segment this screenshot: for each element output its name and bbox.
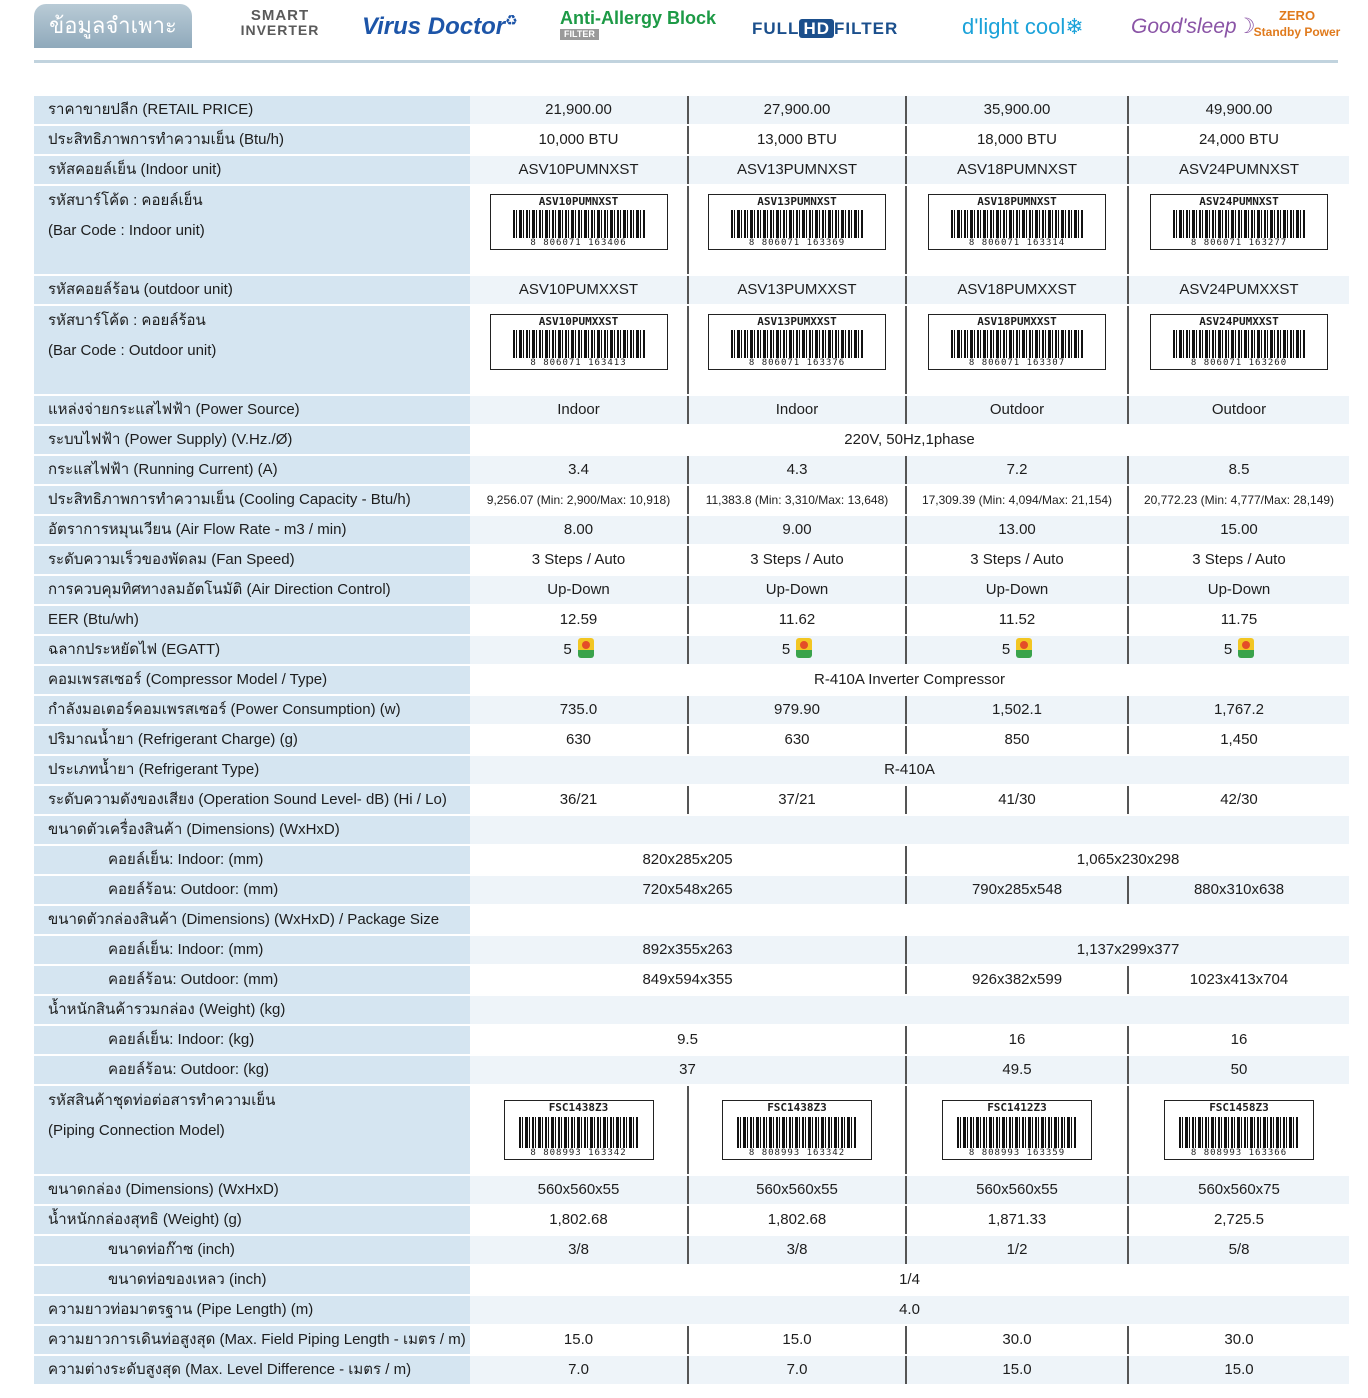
- cell: 18,000 BTU: [907, 126, 1129, 154]
- cell: 9.5: [470, 1026, 907, 1054]
- barcode: FSC1458Z3 8 808993 163366: [1164, 1100, 1314, 1160]
- row-label: คอยล์เย็น: Indoor: (mm): [34, 936, 470, 964]
- cell: 5: [470, 636, 689, 664]
- cell: 560x560x55: [907, 1176, 1129, 1204]
- cell: 2,725.5: [1213, 1211, 1265, 1228]
- cell: ASV13PUMXXST: [689, 276, 907, 304]
- cell: 720x548x265: [470, 876, 907, 904]
- cell: 8.5: [1228, 461, 1250, 478]
- energy-label-icon: [796, 638, 812, 658]
- row-label: แหล่งจ่ายกระแสไฟฟ้า (Power Source): [34, 396, 470, 424]
- cell: 49.5: [907, 1056, 1129, 1084]
- table-row: [34, 696, 1349, 726]
- cell: 1/2: [907, 1236, 1129, 1264]
- cell: 630: [470, 726, 689, 754]
- table-row: [34, 396, 1349, 426]
- cell: 892x355x263: [470, 936, 907, 964]
- cell: 41/30: [907, 786, 1129, 814]
- table-row: [34, 816, 1349, 846]
- table-row: [34, 276, 1349, 306]
- table-row: [34, 906, 1349, 936]
- energy-label-icon: [578, 638, 594, 658]
- table-row: [34, 516, 1349, 546]
- cell: 926x382x599: [907, 966, 1129, 994]
- hd-badge: HD: [799, 19, 834, 38]
- barcode: ASV10PUMNXST 8 806071 163406: [490, 194, 668, 250]
- row-label: รหัสสินค้าชุดท่อต่อสารทำความเย็น (Piping Connection Model): [34, 1086, 470, 1174]
- page-title: ข้อมูลจำเพาะ: [34, 4, 192, 48]
- table-row: [34, 1026, 1349, 1056]
- cell: 1,802.68: [689, 1206, 907, 1234]
- barcode-bars: [957, 1117, 1077, 1149]
- virus-doctor-icon: ♻: [505, 12, 518, 28]
- cell: 42/30: [1220, 791, 1258, 808]
- cell: 37: [470, 1056, 907, 1084]
- cell: [907, 306, 1129, 394]
- table-row: [34, 1356, 1349, 1386]
- row-label: น้ำหนักกล่องสุทธิ (Weight) (g): [34, 1206, 470, 1234]
- cell: 3 Steps / Auto: [689, 546, 907, 574]
- barcode-bars: [519, 1117, 639, 1149]
- cell: [470, 306, 689, 394]
- table-row: [34, 966, 1349, 996]
- cell: 850: [907, 726, 1129, 754]
- table-row: [34, 936, 1349, 966]
- cell: 3/8: [689, 1236, 907, 1264]
- table-row: [34, 606, 1349, 636]
- cell: 1,502.1: [907, 696, 1129, 724]
- dlight-cool-logo: d'light cool❄: [962, 14, 1084, 39]
- barcode-bars: [731, 330, 863, 358]
- cell: 30.0: [907, 1326, 1129, 1354]
- row-label: ระดับความดังของเสียง (Operation Sound Level- dB) (Hi / Lo): [34, 786, 470, 814]
- row-label: รหัสบาร์โค้ด : คอยล์เย็น (Bar Code : Indoor unit): [34, 186, 470, 274]
- cell: 15.0: [907, 1356, 1129, 1384]
- row-label: รหัสคอยล์ร้อน (outdoor unit): [34, 276, 470, 304]
- cell: Up-Down: [470, 576, 689, 604]
- barcode-bars: [513, 210, 645, 238]
- snowflake-icon: ❄: [1065, 14, 1084, 39]
- table-row: [34, 876, 1349, 906]
- table-row: [34, 426, 1349, 456]
- row-label: ความยาวท่อมาตรฐาน (Pipe Length) (m): [34, 1296, 470, 1324]
- cell: 630: [689, 726, 907, 754]
- cell: [1129, 186, 1349, 274]
- good-sleep-logo: Good'sleep☽: [1131, 15, 1256, 38]
- row-label: รหัสคอยล์เย็น (Indoor unit): [34, 156, 470, 184]
- barcode-bars: [1173, 330, 1305, 358]
- row-label: EER (Btu/wh): [34, 606, 470, 634]
- table-row: [34, 486, 1349, 516]
- cell: 9,256.07 (Min: 2,900/Max: 10,918): [470, 486, 689, 514]
- moon-icon: ☽: [1236, 15, 1256, 38]
- table-row: [34, 996, 1349, 1026]
- row-label: คอยล์ร้อน: Outdoor: (mm): [34, 876, 470, 904]
- cell: 10,000 BTU: [470, 126, 689, 154]
- table-row: [34, 576, 1349, 606]
- cell: 11.62: [689, 606, 907, 634]
- cell: 820x285x205: [470, 846, 907, 874]
- table-row: [34, 1236, 1349, 1266]
- cell: 1/4: [899, 1271, 920, 1288]
- barcode-bars: [731, 210, 863, 238]
- cell: 11,383.8 (Min: 3,310/Max: 13,648): [689, 486, 907, 514]
- cell: ASV10PUMNXST: [470, 156, 689, 184]
- table-row: [34, 1176, 1349, 1206]
- table-row: [34, 156, 1349, 186]
- cell: [1129, 1086, 1349, 1174]
- cell: 12.59: [470, 606, 689, 634]
- table-row: [34, 96, 1349, 126]
- table-row: [34, 456, 1349, 486]
- barcode: ASV13PUMXXST 8 806071 163376: [708, 314, 886, 370]
- cell: 4.0: [899, 1301, 920, 1318]
- cell: 24,000 BTU: [1198, 131, 1280, 148]
- cell: ASV24PUMXXST: [1179, 281, 1299, 298]
- cell: [689, 306, 907, 394]
- cell: 21,900.00: [470, 96, 689, 124]
- table-row: [34, 1056, 1349, 1086]
- cell: 1,137x299x377: [1076, 941, 1180, 958]
- row-label: รหัสบาร์โค้ด : คอยล์ร้อน (Bar Code : Outdoor unit): [34, 306, 470, 394]
- cell: 880x310x638: [1193, 881, 1285, 898]
- cell: 1,802.68: [470, 1206, 689, 1234]
- cell: 36/21: [470, 786, 689, 814]
- cell: R-410A Inverter Compressor: [814, 671, 1005, 688]
- barcode-bars: [951, 210, 1083, 238]
- row-label: ราคาขายปลีก (RETAIL PRICE): [34, 96, 470, 124]
- cell: Indoor: [470, 396, 689, 424]
- table-row: [34, 786, 1349, 816]
- cell: 13,000 BTU: [689, 126, 907, 154]
- cell: ASV13PUMNXST: [689, 156, 907, 184]
- barcode: ASV24PUMNXST 8 806071 163277: [1150, 194, 1328, 250]
- row-label: ขนาดตัวกล่องสินค้า (Dimensions) (WxHxD) / Package Size: [34, 906, 470, 934]
- cell: 790x285x548: [907, 876, 1129, 904]
- cell: 50: [1230, 1061, 1248, 1078]
- cell: ASV10PUMXXST: [470, 276, 689, 304]
- cell: ASV18PUMNXST: [907, 156, 1129, 184]
- row-label: ฉลากประหยัดไฟ (EGATT): [34, 636, 470, 664]
- table-row: [34, 1206, 1349, 1236]
- anti-allergy-sub: FILTER: [560, 29, 599, 40]
- cell: 1,767.2: [1213, 701, 1265, 718]
- cell: 979.90: [689, 696, 907, 724]
- zero-logo-line1: ZERO: [1278, 8, 1316, 23]
- cell: 15.0: [1224, 1361, 1254, 1378]
- row-label: คอยล์ร้อน: Outdoor: (mm): [34, 966, 470, 994]
- energy-label-icon: [1238, 638, 1254, 658]
- row-label: ประเภทน้ำยา (Refrigerant Type): [34, 756, 470, 784]
- row-label: คอยล์เย็น: Indoor: (mm): [34, 846, 470, 874]
- row-label: คอมเพรสเซอร์ (Compressor Model / Type): [34, 666, 470, 694]
- cell: [470, 1086, 689, 1174]
- cell: 5: [1129, 636, 1349, 664]
- cell: 11.52: [907, 606, 1129, 634]
- barcode: ASV18PUMNXST 8 806071 163314: [928, 194, 1106, 250]
- cell: 20,772.23 (Min: 4,777/Max: 28,149): [1143, 493, 1335, 507]
- table-row: [34, 1266, 1349, 1296]
- cell: 37/21: [689, 786, 907, 814]
- row-label: อัตราการหมุนเวียน (Air Flow Rate - m3 / min): [34, 516, 470, 544]
- cell: Up-Down: [689, 576, 907, 604]
- barcode: FSC1438Z3 8 808993 163342: [722, 1100, 872, 1160]
- row-label: ความยาวการเดินท่อสูงสุด (Max. Field Piping Length - เมตร / m): [34, 1326, 470, 1354]
- barcode: ASV13PUMNXST 8 806071 163369: [708, 194, 886, 250]
- cell: 1,450: [1220, 731, 1258, 748]
- row-label: ปริมาณน้ำยา (Refrigerant Charge) (g): [34, 726, 470, 754]
- cell: 5: [907, 636, 1129, 664]
- cell: 4.3: [689, 456, 907, 484]
- cell: [689, 186, 907, 274]
- barcode-bars: [737, 1117, 857, 1149]
- cell: ASV24PUMNXST: [1178, 161, 1300, 178]
- virus-doctor-logo: Virus Doctor♻: [362, 12, 518, 40]
- cell: 735.0: [470, 696, 689, 724]
- cell: Outdoor: [907, 396, 1129, 424]
- row-label: น้ำหนักสินค้ารวมกล่อง (Weight) (kg): [34, 996, 470, 1024]
- table-row: [34, 186, 1349, 276]
- cell: 15.0: [689, 1326, 907, 1354]
- cell: 16: [907, 1026, 1129, 1054]
- cell: 13.00: [907, 516, 1129, 544]
- cell: 1,065x230x298: [1076, 851, 1180, 868]
- barcode: ASV24PUMXXST 8 806071 163260: [1150, 314, 1328, 370]
- cell: [689, 1086, 907, 1174]
- table-row: [34, 726, 1349, 756]
- cell: 15.00: [1220, 521, 1258, 538]
- barcode: ASV10PUMXXST 8 806071 163413: [490, 314, 668, 370]
- cell: [907, 1086, 1129, 1174]
- row-label: ขนาดตัวเครื่องสินค้า (Dimensions) (WxHxD): [34, 816, 470, 844]
- cell: 3/8: [470, 1236, 689, 1264]
- row-label: กำลังมอเตอร์คอมเพรสเซอร์ (Power Consumption) (w): [34, 696, 470, 724]
- cell: 1023x413x704: [1189, 971, 1289, 988]
- cell: 560x560x55: [689, 1176, 907, 1204]
- row-label: การควบคุมทิศทางลมอัตโนมัติ (Air Direction Control): [34, 576, 470, 604]
- cell: 5: [689, 636, 907, 664]
- cell: [1129, 306, 1349, 394]
- header-divider: [34, 60, 1338, 63]
- smart-logo-line1: SMART: [250, 7, 310, 24]
- cell: 220V, 50Hz,1phase: [844, 431, 975, 448]
- table-row: [34, 546, 1349, 576]
- cell: 8.00: [470, 516, 689, 544]
- barcode-bars: [513, 330, 645, 358]
- cell: 16: [1230, 1031, 1248, 1048]
- cell: 560x560x55: [470, 1176, 689, 1204]
- cell: 560x560x75: [1198, 1181, 1280, 1198]
- row-label: ระดับความเร็วของพัดลม (Fan Speed): [34, 546, 470, 574]
- table-row: [34, 126, 1349, 156]
- cell: 17,309.39 (Min: 4,094/Max: 21,154): [907, 486, 1129, 514]
- barcode: ASV18PUMXXST 8 806071 163307: [928, 314, 1106, 370]
- row-label: ระบบไฟฟ้า (Power Supply) (V.Hz./Ø): [34, 426, 470, 454]
- row-label: ประสิทธิภาพการทำความเย็น (Btu/h): [34, 126, 470, 154]
- table-row: [34, 1326, 1349, 1356]
- cell: 1,871.33: [907, 1206, 1129, 1234]
- barcode: FSC1412Z3 8 808993 163359: [942, 1100, 1092, 1160]
- row-label: ขนาดท่อก๊าซ (inch): [34, 1236, 470, 1264]
- table-row: [34, 756, 1349, 786]
- cell: 7.0: [689, 1356, 907, 1384]
- row-label: คอยล์เย็น: Indoor: (kg): [34, 1026, 470, 1054]
- table-row: [34, 636, 1349, 666]
- table-row: [34, 1296, 1349, 1326]
- cell: 15.0: [470, 1326, 689, 1354]
- cell: Up-Down: [907, 576, 1129, 604]
- cell: 7.2: [907, 456, 1129, 484]
- cell: 30.0: [1224, 1331, 1254, 1348]
- row-label: ประสิทธิภาพการทำความเย็น (Cooling Capacity - Btu/h): [34, 486, 470, 514]
- spec-table: [34, 96, 1349, 1386]
- table-row: [34, 846, 1349, 876]
- cell: 7.0: [470, 1356, 689, 1384]
- cell: Indoor: [689, 396, 907, 424]
- cell: 9.00: [689, 516, 907, 544]
- barcode-bars: [951, 330, 1083, 358]
- table-row: [34, 666, 1349, 696]
- cell: 27,900.00: [689, 96, 907, 124]
- cell: 35,900.00: [907, 96, 1129, 124]
- zero-standby-logo: [1252, 8, 1342, 40]
- cell: 3.4: [470, 456, 689, 484]
- cell: 5/8: [1228, 1241, 1250, 1258]
- barcode-bars: [1179, 1117, 1299, 1149]
- cell: 849x594x355: [470, 966, 907, 994]
- smart-logo-line2: INVERTER: [240, 22, 320, 38]
- cell: [470, 186, 689, 274]
- cell: 11.75: [1220, 611, 1258, 628]
- cell: Up-Down: [1207, 581, 1271, 598]
- row-label: ขนาดกล่อง (Dimensions) (WxHxD): [34, 1176, 470, 1204]
- cell: 3 Steps / Auto: [470, 546, 689, 574]
- barcode-bars: [1173, 210, 1305, 238]
- row-label: คอยล์ร้อน: Outdoor: (kg): [34, 1056, 470, 1084]
- barcode: FSC1438Z3 8 808993 163342: [504, 1100, 654, 1160]
- table-row: [34, 306, 1349, 396]
- cell: Outdoor: [1211, 401, 1267, 418]
- row-label: กระแสไฟฟ้า (Running Current) (A): [34, 456, 470, 484]
- energy-label-icon: [1016, 638, 1032, 658]
- smart-inverter-logo: [218, 8, 342, 38]
- anti-allergy-logo: Anti-Allergy Block FILTER: [560, 8, 717, 39]
- row-label: ความต่างระดับสูงสุด (Max. Level Difference - เมตร / m): [34, 1356, 470, 1384]
- cell: 3 Steps / Auto: [1192, 551, 1286, 568]
- header: [0, 0, 1368, 60]
- full-hd-filter-logo: FULL HD FILTER: [752, 19, 899, 38]
- cell: R-410A: [884, 761, 935, 778]
- table-row: [34, 1086, 1349, 1176]
- cell: 49,900.00: [1205, 101, 1273, 118]
- zero-logo-line2: Standby Power: [1253, 25, 1341, 39]
- cell: 3 Steps / Auto: [907, 546, 1129, 574]
- row-label: ขนาดท่อของเหลว (inch): [34, 1266, 470, 1294]
- cell: ASV18PUMXXST: [907, 276, 1129, 304]
- cell: [907, 186, 1129, 274]
